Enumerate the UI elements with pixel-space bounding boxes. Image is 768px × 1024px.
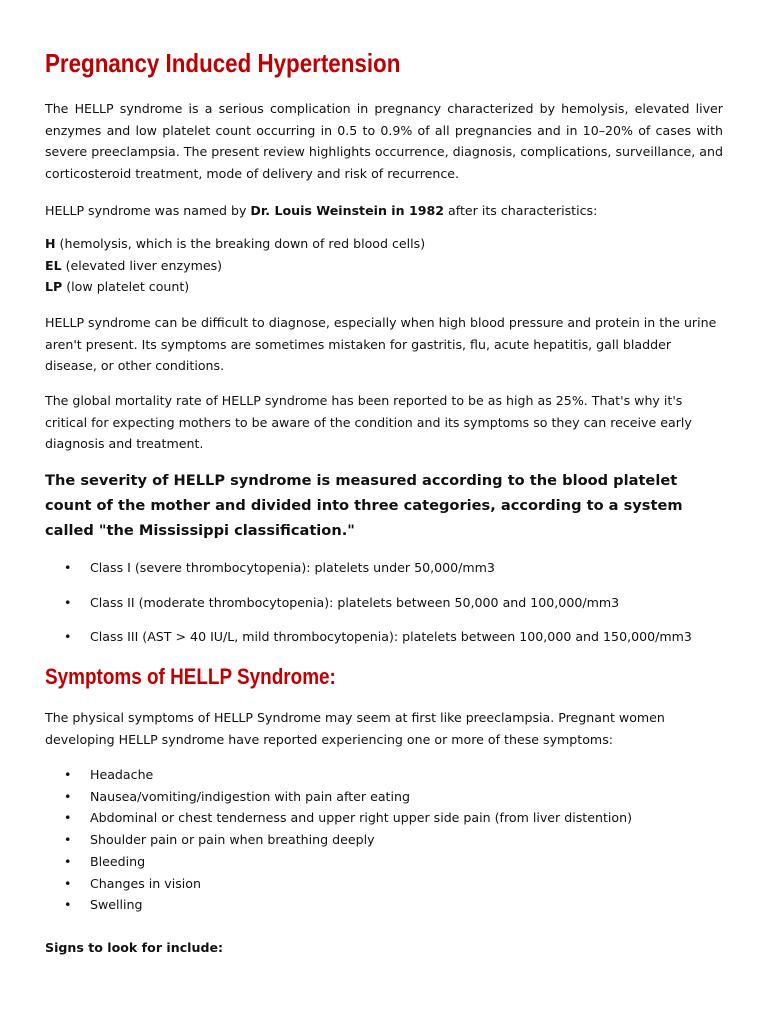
symptom-text: Abdominal or chest tenderness and upper right upper side pain (from liver distention) xyxy=(90,810,632,826)
list-item xyxy=(45,557,723,579)
acronym-item xyxy=(45,233,723,255)
symptoms-intro: The physical symptoms of HELLP Syndrome may seem at first like preeclampsia. Pregnant women developing HELLP syndrome have reported experiencing one or more of these symptoms: xyxy=(45,710,665,747)
list-item xyxy=(45,786,723,808)
page-title: Pregnancy Induced Hypertension xyxy=(45,48,401,78)
symptom-text: Shoulder pain or pain when breathing deeply xyxy=(90,832,375,848)
named-by-post: after its characteristics: xyxy=(444,203,598,218)
symptom-text: Changes in vision xyxy=(90,875,201,891)
symptom-text: Swelling xyxy=(90,897,143,913)
signs-heading-text: Signs to look for include: xyxy=(45,940,224,955)
bullet-icon: • xyxy=(64,853,72,869)
list-item xyxy=(45,626,723,648)
bullet-icon: • xyxy=(64,767,72,782)
mortality-paragraph: The global mortality rate of HELLP syndrome has been reported to be as high as 25%. That's why it's critical for expecting mothers to be aware of the condition and its symptoms so they can receive early diagnosis and treatment. xyxy=(45,393,692,452)
class-text: Class I (severe thrombocytopenia): platelets under 50,000/mm3 xyxy=(90,560,495,575)
symptoms-heading-wrap xyxy=(45,662,723,692)
list-item xyxy=(45,894,723,916)
intro-paragraph: The HELLP syndrome is a serious complication in pregnancy characterized by hemolysis, elevated liver enzymes and low platelet count occurring in 0.5 to 0.9% of all pregnancies and in 10–20% of cases with severe preeclampsia. The present review highlights occurrence, diagnosis, complications, surveillance, and corticosteroid treatment, mode of delivery and risk of recurrence. xyxy=(45,101,723,182)
acronym-item xyxy=(45,255,723,277)
symptom-text: Headache xyxy=(90,767,154,782)
section-heading: Symptoms of HELLP Syndrome: xyxy=(45,664,336,689)
bullet-icon: • xyxy=(64,897,72,913)
list-item xyxy=(45,829,723,851)
bullet-icon: • xyxy=(64,832,72,848)
symptom-list xyxy=(45,764,723,916)
bullet-icon: • xyxy=(64,594,72,610)
acronym-desc: (hemolysis, which is the breaking down of red blood cells) xyxy=(55,236,426,251)
named-by-bold: Dr. Louis Weinstein in 1982 xyxy=(250,203,445,218)
named-by-pre: HELLP syndrome was named by xyxy=(45,203,251,218)
acronym-key: EL xyxy=(45,257,62,273)
signs-heading xyxy=(45,937,723,959)
list-item xyxy=(45,807,723,829)
list-item xyxy=(45,764,723,786)
acronym-item xyxy=(45,276,723,298)
acronym-key: H xyxy=(45,236,56,251)
acronym-desc: (elevated liver enzymes) xyxy=(61,257,223,273)
diagnosis-paragraph: HELLP syndrome can be difficult to diagnose, especially when high blood pressure and protein in the urine aren't present. Its symptoms are sometimes mistaken for gastritis, flu, acute hepatitis, gall bladder disease, or other conditions. xyxy=(45,315,717,374)
bullet-icon: • xyxy=(64,560,72,575)
bullet-icon: • xyxy=(64,810,72,826)
acronym-desc: (low platelet count) xyxy=(62,279,190,295)
bullet-icon: • xyxy=(64,875,72,891)
symptom-text: Nausea/vomiting/indigestion with pain after eating xyxy=(90,788,410,804)
list-item xyxy=(45,592,723,614)
symptom-text: Bleeding xyxy=(90,853,146,869)
severity-lede: The severity of HELLP syndrome is measured according to the blood platelet count of the mother and divided into three categories, according to a system called "the Mississippi classification." xyxy=(45,472,683,539)
classification-list xyxy=(45,557,723,661)
list-item xyxy=(45,873,723,895)
named-by-paragraph xyxy=(45,200,723,222)
bullet-icon: • xyxy=(64,788,72,804)
acronym-list xyxy=(45,233,723,298)
list-item xyxy=(45,851,723,873)
acronym-key: LP xyxy=(45,279,63,295)
class-text: Class III (AST > 40 IU/L, mild thrombocytopenia): platelets between 100,000 and 150,000/mm3 xyxy=(90,629,692,645)
bullet-icon: • xyxy=(64,629,72,645)
class-text: Class II (moderate thrombocytopenia): platelets between 50,000 and 100,000/mm3 xyxy=(90,594,620,610)
